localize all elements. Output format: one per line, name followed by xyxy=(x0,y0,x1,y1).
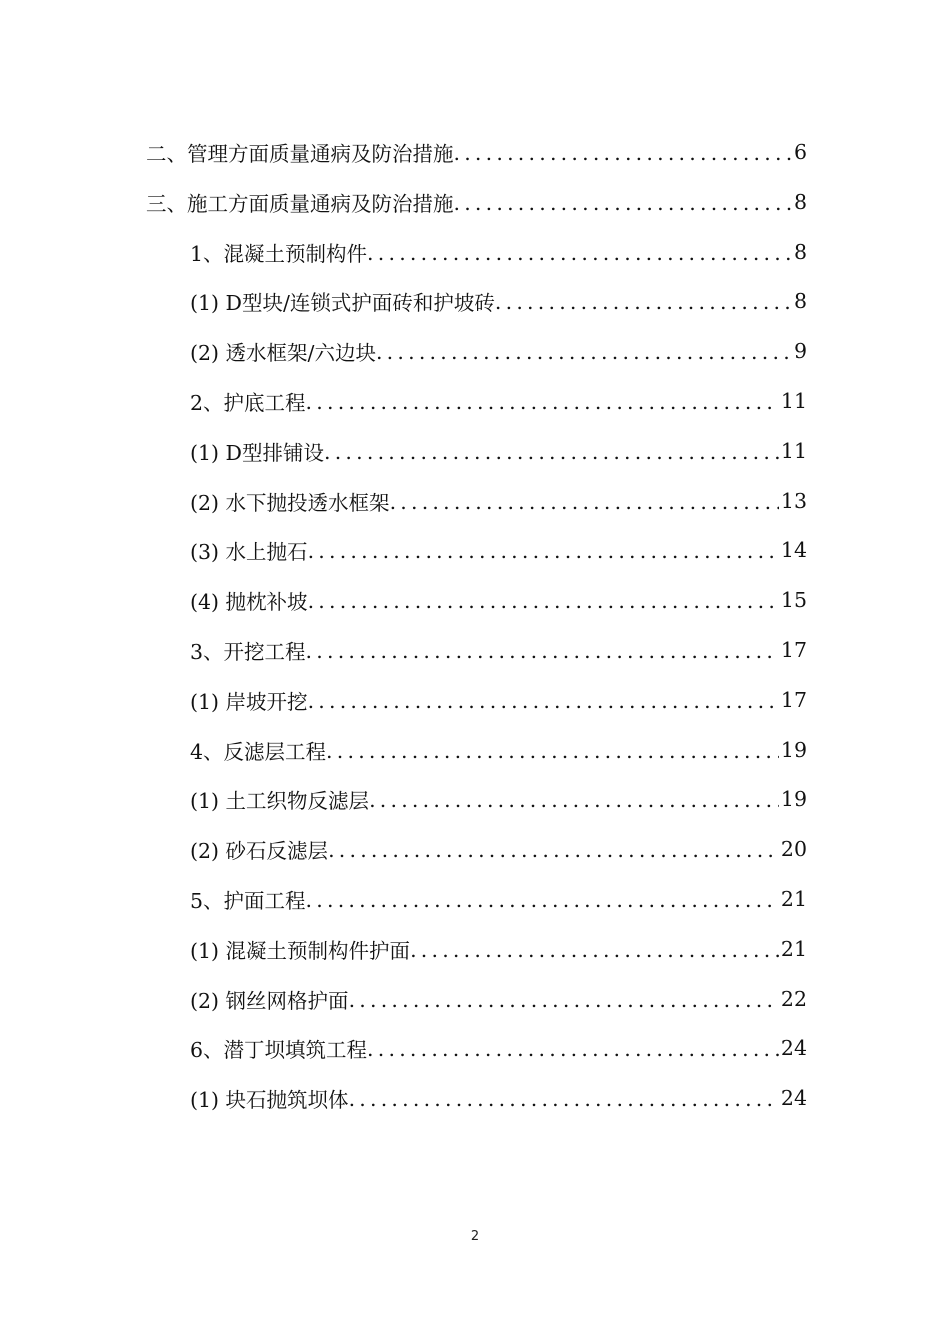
toc-entry-label: 3、开挖工程 xyxy=(190,640,306,664)
toc-leader-dots xyxy=(367,239,792,265)
toc-entry-label: (2) 水下抛投透水框架 xyxy=(190,490,390,515)
toc-entry-label: 三、施工方面质量通病及防治措施 xyxy=(146,191,454,216)
toc-leader-dots xyxy=(390,488,779,514)
toc-entry-label: 二、管理方面质量通病及防治措施 xyxy=(146,142,454,166)
toc-entry[interactable] xyxy=(190,1080,807,1116)
toc-leader-dots xyxy=(324,438,779,464)
toc-entry-page: 17 xyxy=(780,638,807,662)
toc-entry-page: 13 xyxy=(780,488,807,513)
toc-leader-dots xyxy=(367,1035,779,1061)
toc-leader-dots xyxy=(308,537,779,563)
toc-entry[interactable] xyxy=(190,781,807,817)
toc-entry[interactable] xyxy=(190,532,807,568)
toc-entry-page: 11 xyxy=(780,438,807,463)
toc-entry-label: (2) 钢丝网格护面 xyxy=(190,988,349,1013)
toc-entry[interactable] xyxy=(190,981,807,1017)
toc-entry-page: 11 xyxy=(780,389,807,413)
toc-entry-page: 21 xyxy=(780,887,807,911)
toc-entry-label: (1) D型块/连锁式护面砖和护坡砖 xyxy=(190,291,495,316)
toc-leader-dots xyxy=(306,637,779,663)
toc-entry[interactable] xyxy=(146,184,807,220)
toc-entry[interactable] xyxy=(190,682,807,718)
toc-leader-dots xyxy=(328,836,779,862)
toc-leader-dots xyxy=(349,1085,779,1111)
toc-entry[interactable] xyxy=(190,881,807,917)
toc-entry-page: 24 xyxy=(780,1086,807,1111)
toc-entry[interactable] xyxy=(190,831,807,867)
toc-entry-page: 19 xyxy=(780,737,807,762)
toc-entry[interactable] xyxy=(190,383,807,419)
toc-entry-page: 9 xyxy=(793,339,807,364)
toc-entry-label: (1) 块石抛筑坝体 xyxy=(190,1088,349,1113)
toc-entry[interactable] xyxy=(190,632,807,668)
toc-leader-dots xyxy=(308,687,779,713)
toc-entry[interactable] xyxy=(190,1030,807,1066)
toc-leader-dots xyxy=(454,189,792,215)
toc-entry-page: 8 xyxy=(793,239,807,264)
toc-entry-label: (1) 土工织物反滤层 xyxy=(190,789,370,814)
toc-leader-dots xyxy=(306,886,779,912)
toc-entry-page: 8 xyxy=(793,189,807,214)
toc-entry-label: 2、护底工程 xyxy=(190,391,306,415)
toc-entry-page: 17 xyxy=(780,687,807,712)
toc-leader-dots xyxy=(306,388,779,414)
toc-entry-label: (4) 抛枕补坡 xyxy=(190,590,308,615)
toc-entry-label: (1) 岸坡开挖 xyxy=(190,689,308,714)
toc-entry[interactable] xyxy=(190,433,807,469)
toc-entry[interactable] xyxy=(190,732,807,768)
toc-leader-dots xyxy=(326,737,779,763)
toc-leader-dots xyxy=(369,786,779,812)
toc-entry-page: 19 xyxy=(780,787,807,812)
toc-leader-dots xyxy=(495,288,792,314)
toc-entry-page: 22 xyxy=(780,986,807,1011)
toc-entry-label: (3) 水上抛石 xyxy=(190,540,308,565)
toc-entry-label: 6、潜丁坝填筑工程 xyxy=(190,1038,368,1063)
toc-entry[interactable] xyxy=(190,582,807,618)
toc-entry-page: 8 xyxy=(793,289,807,314)
toc-entry[interactable] xyxy=(190,483,807,519)
toc-entry-label: 4、反滤层工程 xyxy=(190,739,327,764)
toc-leader-dots xyxy=(410,936,779,962)
toc-entry-label: (2) 砂石反滤层 xyxy=(190,839,329,864)
toc-entry-label: (1) 混凝土预制构件护面 xyxy=(190,938,411,963)
toc-entry-label: (2) 透水框架/六边块 xyxy=(190,341,376,366)
toc-leader-dots xyxy=(349,986,779,1012)
toc-entry[interactable] xyxy=(190,234,807,270)
page-number: 2 xyxy=(470,1229,480,1244)
toc-entry[interactable] xyxy=(190,283,807,319)
toc-entry-page: 15 xyxy=(780,588,807,613)
toc-entry-page: 14 xyxy=(780,538,807,563)
toc-entry[interactable] xyxy=(190,931,807,967)
toc-entry-label: (1) D型排铺设 xyxy=(190,440,324,465)
toc-leader-dots xyxy=(454,139,792,165)
toc-entry-page: 24 xyxy=(780,1036,807,1061)
toc-entry-page: 6 xyxy=(793,140,807,164)
toc-entry-label: 5、护面工程 xyxy=(190,889,306,913)
toc-entry-page: 20 xyxy=(780,837,807,862)
toc-entry-page: 21 xyxy=(780,936,807,961)
toc-entry-label: 1、混凝土预制构件 xyxy=(190,241,368,266)
toc-entry[interactable] xyxy=(146,134,807,170)
toc-leader-dots xyxy=(308,587,779,613)
toc-leader-dots xyxy=(376,338,792,364)
toc-entry[interactable] xyxy=(190,333,807,369)
